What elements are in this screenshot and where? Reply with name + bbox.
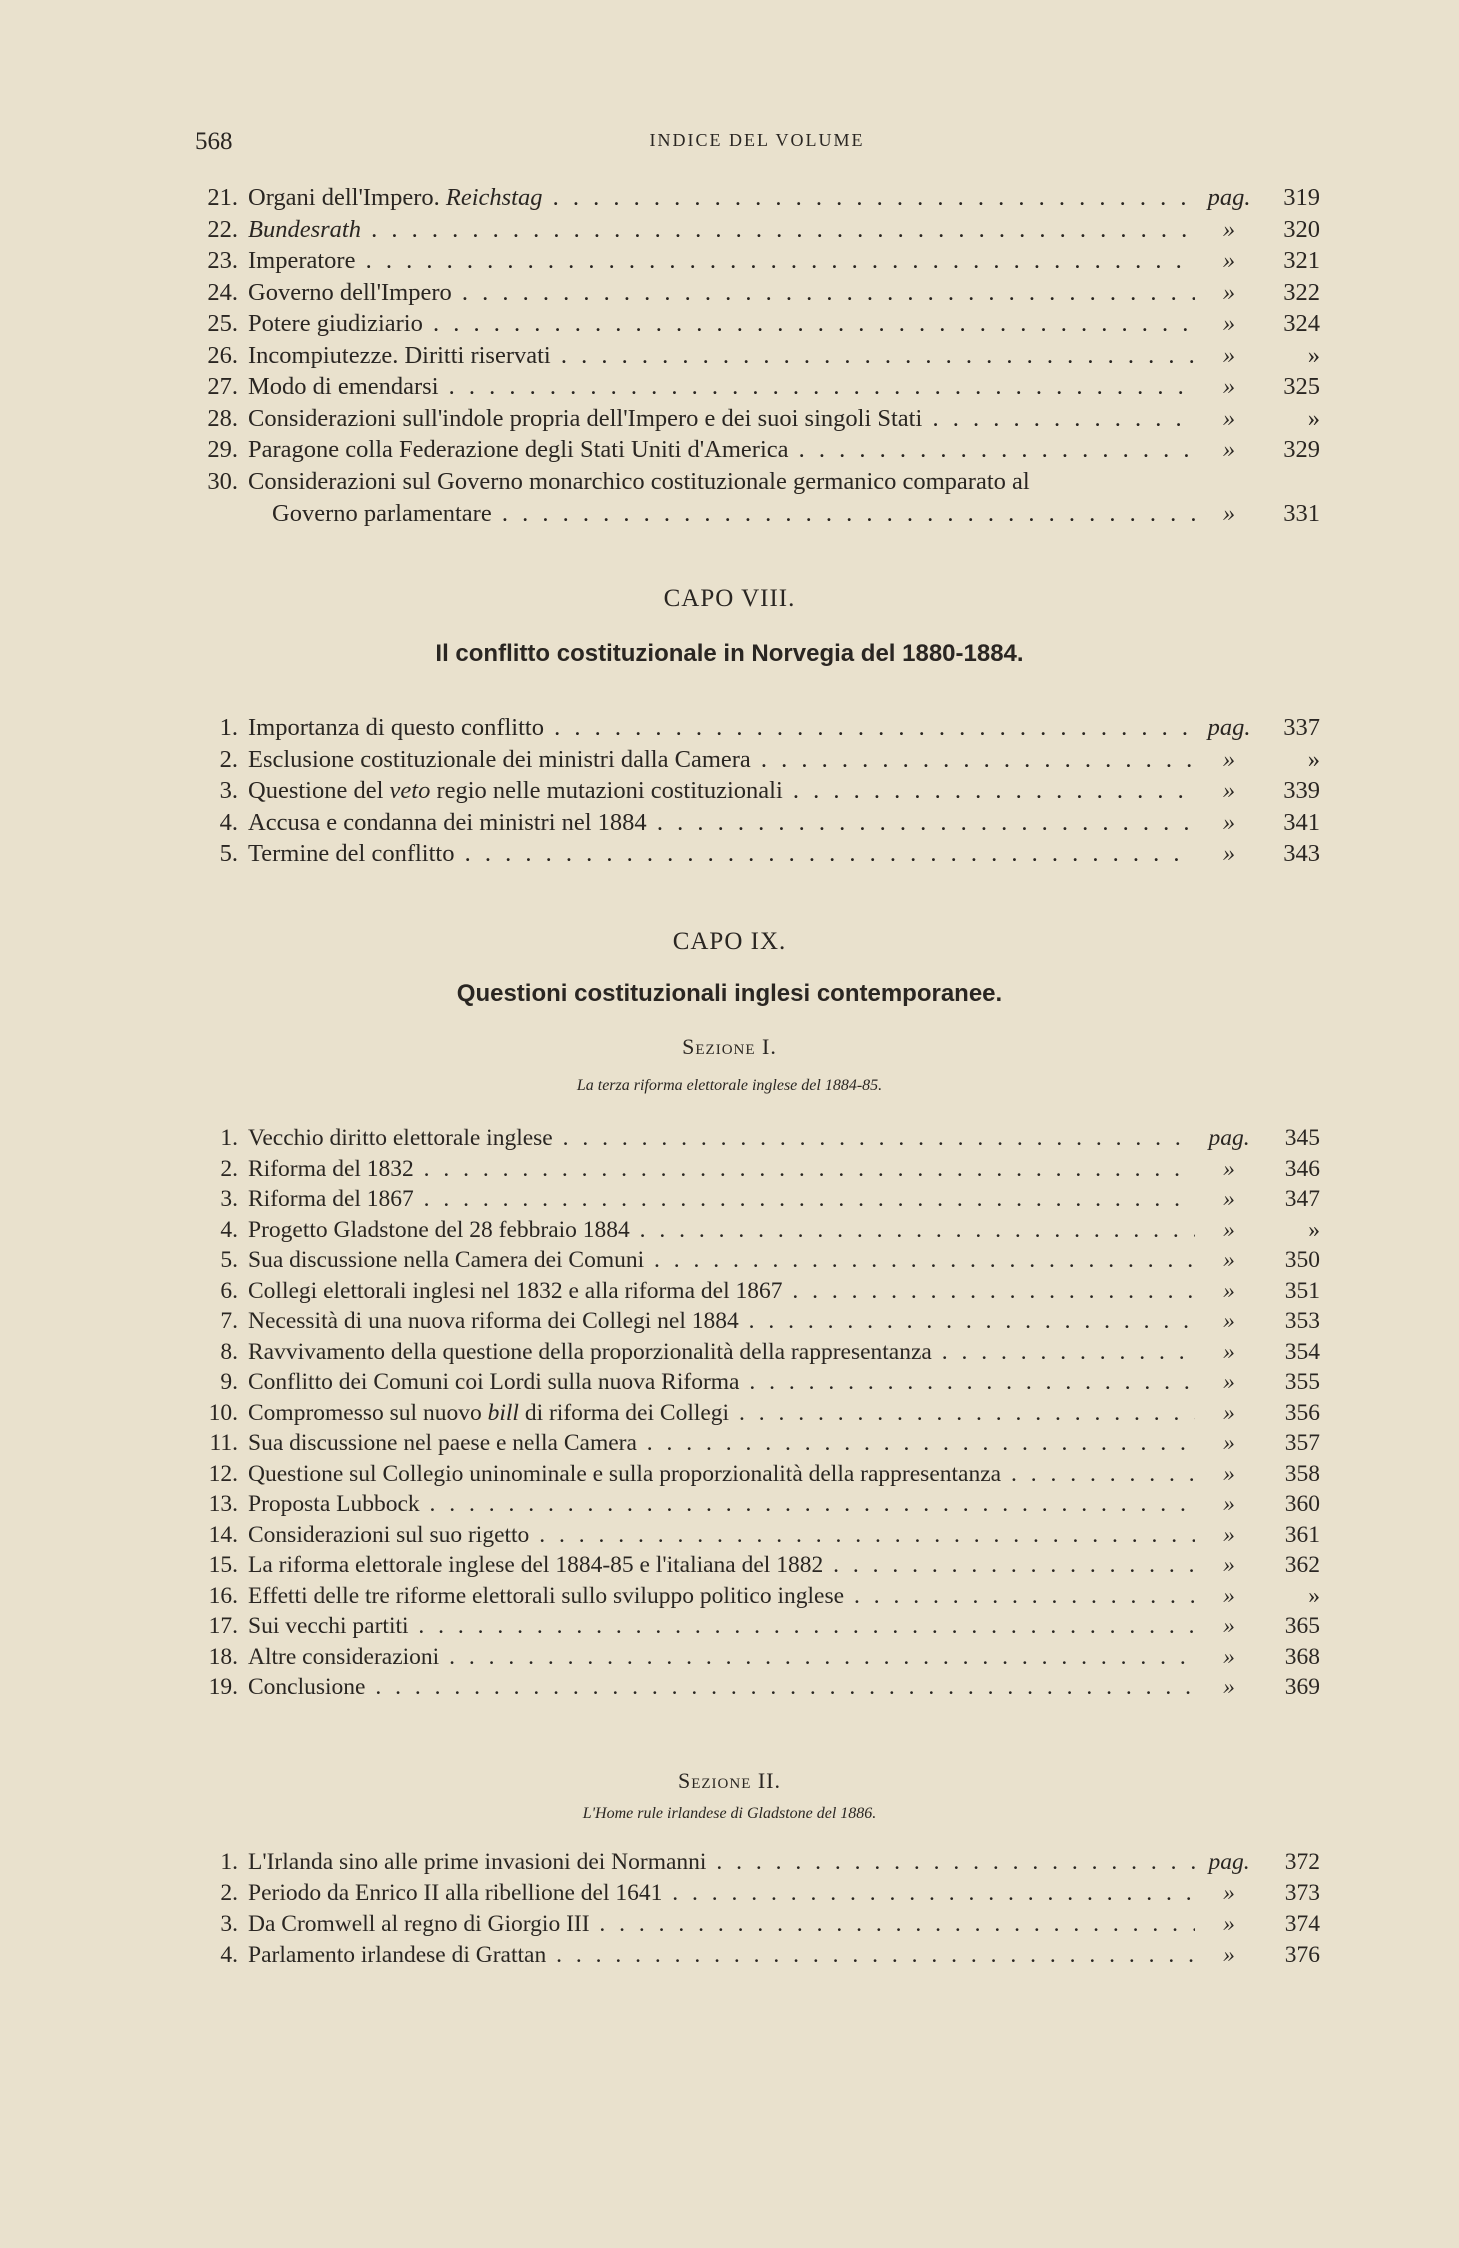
toc-entry bbox=[190, 1245, 1320, 1276]
entry-page-prefix: » bbox=[1223, 1942, 1235, 1968]
toc-entry bbox=[190, 340, 1320, 372]
entry-title: Riforma del 1867 . . . bbox=[248, 1184, 1195, 1215]
entry-page-prefix: » bbox=[1222, 745, 1236, 773]
entry-page-number: 372 bbox=[1284, 1849, 1320, 1875]
entry-page-number: 319 bbox=[1283, 184, 1320, 211]
entry-title: L'Irlanda sino alle prime invasioni dei Normanni . . . bbox=[248, 1847, 1195, 1878]
entry-page-prefix: » bbox=[1223, 1643, 1235, 1670]
entry-page-number: 374 bbox=[1284, 1911, 1320, 1937]
entry-page-number: 357 bbox=[1284, 1430, 1320, 1456]
entry-number: 11. bbox=[209, 1430, 238, 1456]
entry-title: Incompiutezze. Diritti riservati . . . bbox=[248, 340, 1195, 372]
entry-page-number: » bbox=[1307, 404, 1320, 432]
entry-page-prefix: pag. bbox=[1207, 184, 1251, 211]
entry-title: Questione del veto regio nelle mutazioni costituzionali . . . bbox=[248, 775, 1195, 807]
entry-title: Vecchio diritto elettorale inglese . . . bbox=[248, 1123, 1195, 1154]
entry-page-number: 354 bbox=[1284, 1338, 1320, 1365]
entry-page-number: 346 bbox=[1284, 1155, 1320, 1182]
entry-number: 27. bbox=[207, 373, 238, 400]
chapter-9-label: CAPO IX. bbox=[672, 928, 787, 955]
entry-page-prefix: » bbox=[1223, 1247, 1235, 1273]
entry-number: 4. bbox=[220, 1942, 238, 1968]
entry-page-prefix: » bbox=[1223, 1308, 1235, 1334]
entry-number: 12. bbox=[208, 1460, 238, 1487]
toc-entry bbox=[190, 807, 1320, 839]
entry-page-prefix: » bbox=[1222, 278, 1236, 306]
entry-number: 18. bbox=[208, 1643, 238, 1670]
entry-page-number: » bbox=[1308, 1216, 1320, 1243]
entry-number: 19. bbox=[208, 1674, 238, 1700]
entry-number: 22. bbox=[207, 215, 238, 243]
entry-number: 29. bbox=[207, 436, 238, 463]
entry-title: Paragone colla Federazione degli Stati Uniti d'America . . . bbox=[248, 434, 1195, 466]
entry-title: Termine del conflitto . . . bbox=[248, 838, 1195, 870]
entry-page-prefix: » bbox=[1223, 1369, 1235, 1395]
entry-title-italic: veto bbox=[389, 777, 431, 804]
entry-page-number: 347 bbox=[1284, 1186, 1320, 1212]
entry-title: Ravvivamento della questione della proporzionalità della rappresentanza . . . bbox=[248, 1337, 1195, 1368]
entry-title: Progetto Gladstone del 28 febbraio 1884 . . . bbox=[248, 1215, 1195, 1246]
toc-entry bbox=[190, 1672, 1320, 1703]
entry-title: Sui vecchi partiti . . . bbox=[248, 1611, 1195, 1642]
toc-entry bbox=[190, 245, 1320, 277]
toc-entry bbox=[190, 1459, 1320, 1490]
entry-number: 6. bbox=[220, 1277, 238, 1304]
entry-page-prefix: » bbox=[1223, 1582, 1235, 1609]
entry-number: 16. bbox=[208, 1582, 238, 1609]
entry-page-number: » bbox=[1307, 341, 1320, 369]
entry-number: 7. bbox=[220, 1308, 238, 1334]
entry-page-number: 356 bbox=[1284, 1399, 1320, 1426]
entry-title: Governo parlamentare . . . bbox=[272, 498, 1195, 530]
entry-title: Conflitto dei Comuni coi Lordi sulla nuova Riforma . . . bbox=[248, 1367, 1195, 1398]
toc-entry bbox=[190, 1215, 1320, 1246]
entry-page-prefix: pag. bbox=[1208, 1125, 1250, 1151]
entry-page-prefix: » bbox=[1223, 1911, 1235, 1937]
entry-title: Necessità di una nuova riforma dei Collegi nel 1884 . . . bbox=[248, 1306, 1195, 1337]
entry-page-number: 355 bbox=[1284, 1369, 1320, 1395]
entry-page-number: 345 bbox=[1284, 1125, 1320, 1151]
entry-page-number: 337 bbox=[1283, 714, 1320, 741]
toc-entry bbox=[190, 1428, 1320, 1459]
entry-number: 10. bbox=[208, 1399, 238, 1426]
toc-entry bbox=[190, 371, 1320, 403]
entry-page-number: » bbox=[1308, 1582, 1320, 1609]
entry-page-prefix: » bbox=[1222, 840, 1236, 867]
entry-number: 9. bbox=[220, 1369, 238, 1395]
entry-title: Governo dell'Impero . . . bbox=[248, 277, 1195, 309]
entry-title: Proposta Lubbock . . . bbox=[248, 1489, 1195, 1520]
entry-title: Imperatore . . . bbox=[248, 245, 1195, 277]
entry-title: Parlamento irlandese di Grattan . . . bbox=[248, 1940, 1195, 1971]
entry-title: Collegi elettorali inglesi nel 1832 e alla riforma del 1867 . . . bbox=[248, 1276, 1195, 1307]
entry-number: 23. bbox=[207, 247, 238, 274]
entry-number: 14. bbox=[208, 1521, 238, 1548]
entry-title: Sua discussione nella Camera dei Comuni . . . bbox=[248, 1245, 1195, 1276]
entry-title: Importanza di questo conflitto . . . bbox=[248, 712, 1195, 744]
chapter-8-label: CAPO VIII. bbox=[663, 585, 796, 612]
entry-title-italic: bill bbox=[487, 1399, 519, 1426]
entry-page-prefix: » bbox=[1223, 1460, 1235, 1487]
entry-page-prefix: » bbox=[1223, 1613, 1235, 1639]
toc-entry bbox=[190, 1306, 1320, 1337]
page-number: 568 bbox=[195, 128, 233, 155]
entry-page-number: 353 bbox=[1284, 1308, 1320, 1334]
running-header bbox=[195, 128, 1319, 162]
entry-title: Accusa e condanna dei ministri nel 1884 . . . bbox=[248, 807, 1195, 839]
entry-title: Da Cromwell al regno di Giorgio III . . . bbox=[248, 1909, 1195, 1940]
toc-entry bbox=[190, 712, 1320, 744]
entry-page-number: 362 bbox=[1284, 1552, 1320, 1578]
entry-page-prefix: » bbox=[1222, 341, 1236, 369]
entry-number: 30. bbox=[207, 467, 238, 495]
entry-page-prefix: » bbox=[1222, 436, 1236, 463]
toc-entry bbox=[190, 1520, 1320, 1551]
toc-entry bbox=[190, 308, 1320, 340]
toc-entry bbox=[190, 1878, 1320, 1909]
toc-entry bbox=[190, 1276, 1320, 1307]
toc-entry bbox=[190, 277, 1320, 309]
entry-number: 8. bbox=[220, 1338, 238, 1365]
toc-entry bbox=[190, 1398, 1320, 1429]
entry-number: 4. bbox=[220, 1216, 238, 1243]
toc-entry bbox=[190, 1611, 1320, 1642]
entry-page-number: 360 bbox=[1284, 1491, 1320, 1517]
entry-page-number: 358 bbox=[1284, 1460, 1320, 1487]
entry-number: 1. bbox=[220, 1849, 238, 1875]
entry-page-prefix: pag. bbox=[1208, 1849, 1250, 1875]
entry-page-number: 361 bbox=[1284, 1521, 1320, 1548]
toc-entry bbox=[190, 1367, 1320, 1398]
entry-page-prefix: » bbox=[1222, 247, 1236, 274]
toc-entry bbox=[190, 1550, 1320, 1581]
entry-page-prefix: » bbox=[1223, 1277, 1235, 1304]
toc-entry bbox=[190, 1847, 1320, 1878]
section-2-label: Sezione II. bbox=[677, 1768, 782, 1793]
toc-entry bbox=[190, 182, 1320, 214]
toc-list-section-1 bbox=[190, 1123, 1320, 1703]
entry-page-number: » bbox=[1307, 745, 1320, 773]
entry-page-prefix: » bbox=[1222, 499, 1236, 527]
chapter-8-title: Il conflitto costituzionale in Norvegia del 1880-1884. bbox=[435, 640, 1024, 667]
entry-page-prefix: » bbox=[1223, 1552, 1235, 1578]
entry-number: 28. bbox=[207, 404, 238, 432]
entry-title: Potere giudiziario . . . bbox=[248, 308, 1195, 340]
toc-entry bbox=[190, 1489, 1320, 1520]
entry-title: Effetti delle tre riforme elettorali sullo sviluppo politico inglese . . . bbox=[248, 1581, 1195, 1612]
entry-page-number: 329 bbox=[1283, 436, 1320, 463]
entry-title: Organi dell'Impero. Reichstag . . . bbox=[248, 182, 1195, 214]
entry-number: 1. bbox=[220, 1125, 238, 1151]
entry-page-number: 376 bbox=[1284, 1942, 1320, 1968]
entry-number: 26. bbox=[207, 341, 238, 369]
entry-page-number: 368 bbox=[1284, 1643, 1320, 1670]
entry-number: 25. bbox=[207, 310, 238, 337]
entry-title: Considerazioni sul Governo monarchico costituzionale germanico comparato al bbox=[248, 467, 1030, 495]
entry-page-prefix: » bbox=[1222, 373, 1236, 400]
entry-page-prefix: » bbox=[1223, 1521, 1235, 1548]
entry-title: Sua discussione nel paese e nella Camera . . . bbox=[248, 1428, 1195, 1459]
toc-list-section-2 bbox=[190, 1847, 1320, 1971]
entry-page-prefix: » bbox=[1223, 1216, 1235, 1243]
entry-title: Esclusione costituzionale dei ministri dalla Camera . . . bbox=[248, 744, 1195, 776]
section-1-subtitle: La terza riforma elettorale inglese del 1884-85. bbox=[576, 1077, 883, 1094]
entry-title: Altre considerazioni . . . bbox=[248, 1642, 1195, 1673]
entry-page-number: 339 bbox=[1283, 777, 1320, 804]
entry-page-prefix: » bbox=[1223, 1491, 1235, 1517]
toc-entry bbox=[190, 1909, 1320, 1940]
entry-page-prefix: » bbox=[1222, 215, 1236, 243]
toc-entry bbox=[190, 1581, 1320, 1612]
entry-page-prefix: » bbox=[1223, 1880, 1235, 1906]
toc-entry bbox=[190, 498, 1320, 530]
entry-page-number: 351 bbox=[1284, 1277, 1320, 1304]
entry-page-prefix: » bbox=[1223, 1338, 1235, 1365]
section-2-subtitle: L'Home rule irlandese di Gladstone del 1886. bbox=[582, 1805, 877, 1822]
entry-number: 5. bbox=[219, 840, 238, 867]
toc-entry bbox=[190, 403, 1320, 435]
entry-title: Riforma del 1832 . . . bbox=[248, 1154, 1195, 1185]
running-title: INDICE DEL VOLUME bbox=[649, 130, 865, 150]
toc-entry bbox=[190, 1154, 1320, 1185]
toc-entry bbox=[190, 1337, 1320, 1368]
toc-entry bbox=[190, 1940, 1320, 1971]
entry-page-prefix: » bbox=[1222, 310, 1236, 337]
entry-title: Conclusione . . . bbox=[248, 1672, 1195, 1703]
entry-title: Compromesso sul nuovo bill di riforma dei Collegi . . . bbox=[248, 1398, 1195, 1429]
toc-entry bbox=[190, 434, 1320, 466]
entry-title: La riforma elettorale inglese del 1884-85 e l'italiana del 1882 . . . bbox=[248, 1550, 1195, 1581]
entry-page-prefix: » bbox=[1223, 1399, 1235, 1426]
toc-entry bbox=[190, 214, 1320, 246]
entry-title: Considerazioni sull'indole propria dell'Impero e dei suoi singoli Stati . . . bbox=[248, 403, 1195, 435]
entry-title: Considerazioni sul suo rigetto . . . bbox=[248, 1520, 1195, 1551]
toc-entry bbox=[190, 466, 1320, 498]
toc-entry bbox=[190, 838, 1320, 870]
entry-title: Questione sul Collegio uninominale e sulla proporzionalità della rappresentanza . . . bbox=[248, 1459, 1195, 1490]
toc-list-chapter-7 bbox=[190, 182, 1320, 529]
entry-title: Periodo da Enrico II alla ribellione del 1641 . . . bbox=[248, 1878, 1195, 1909]
entry-number: 3. bbox=[220, 1186, 238, 1212]
entry-page-number: 320 bbox=[1283, 215, 1320, 243]
entry-number: 13. bbox=[208, 1491, 238, 1517]
entry-number: 1. bbox=[219, 714, 238, 741]
entry-title bbox=[248, 214, 1195, 246]
entry-page-prefix: » bbox=[1223, 1155, 1235, 1182]
toc-entry bbox=[190, 1184, 1320, 1215]
toc-entry bbox=[190, 1123, 1320, 1154]
entry-page-prefix: » bbox=[1223, 1186, 1235, 1212]
entry-page-number: 343 bbox=[1283, 840, 1320, 867]
entry-number: 24. bbox=[207, 278, 238, 306]
entry-page-number: 325 bbox=[1283, 373, 1320, 400]
entry-number: 2. bbox=[220, 1880, 238, 1906]
toc-entry bbox=[190, 1642, 1320, 1673]
entry-number: 4. bbox=[219, 808, 238, 836]
entry-page-number: 331 bbox=[1283, 499, 1320, 527]
entry-page-prefix: » bbox=[1223, 1674, 1235, 1700]
entry-page-number: 321 bbox=[1283, 247, 1320, 274]
entry-number: 3. bbox=[220, 1911, 238, 1937]
entry-number: 2. bbox=[220, 1155, 238, 1182]
entry-page-prefix: » bbox=[1222, 777, 1236, 804]
entry-page-number: 350 bbox=[1284, 1247, 1320, 1273]
entry-page-prefix: » bbox=[1222, 404, 1236, 432]
entry-number: 21. bbox=[207, 184, 238, 211]
entry-page-number: 365 bbox=[1284, 1613, 1320, 1639]
entry-page-number: 369 bbox=[1284, 1674, 1320, 1700]
entry-page-prefix: » bbox=[1223, 1430, 1235, 1456]
section-1-label: Sezione I. bbox=[682, 1034, 777, 1059]
entry-page-prefix: pag. bbox=[1207, 714, 1251, 741]
entry-title-italic: Bundesrath bbox=[248, 215, 361, 243]
entry-number: 17. bbox=[208, 1613, 238, 1639]
entry-number: 5. bbox=[220, 1247, 238, 1273]
chapter-9-title: Questioni costituzionali inglesi contemporanee. bbox=[456, 980, 1003, 1007]
toc-list-chapter-8 bbox=[190, 712, 1320, 870]
toc-entry bbox=[190, 744, 1320, 776]
toc-entry bbox=[190, 775, 1320, 807]
entry-page-number: 341 bbox=[1283, 808, 1320, 836]
entry-title-italic: Reichstag bbox=[445, 184, 543, 211]
entry-number: 3. bbox=[219, 777, 238, 804]
entry-page-number: 373 bbox=[1284, 1880, 1320, 1906]
entry-number: 15. bbox=[208, 1552, 238, 1578]
entry-number: 2. bbox=[219, 745, 238, 773]
entry-page-number: 322 bbox=[1283, 278, 1320, 306]
entry-page-number: 324 bbox=[1283, 310, 1320, 337]
entry-page-prefix: » bbox=[1222, 808, 1236, 836]
entry-title: Modo di emendarsi . . . bbox=[248, 371, 1195, 403]
